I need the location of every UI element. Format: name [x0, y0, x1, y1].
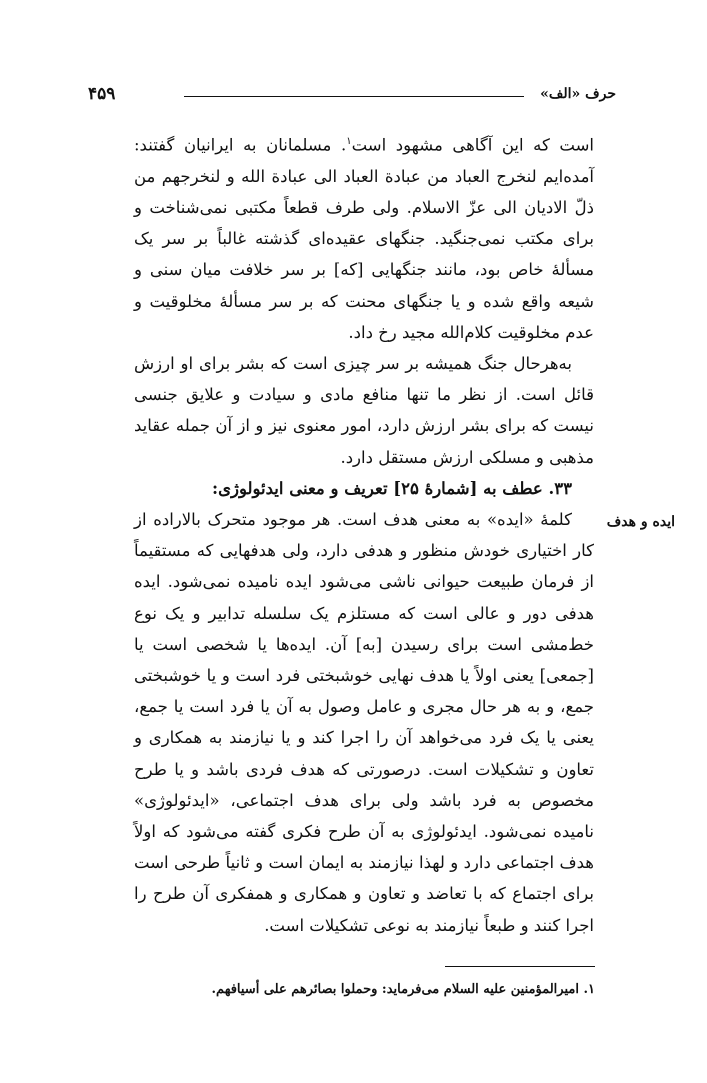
footnote-reference: ۱ [346, 136, 352, 147]
page-number: ۴۵۹ [88, 84, 116, 104]
paragraph-1-start: است که این آگاهی مشهود است [351, 135, 595, 155]
paragraph-1 [134, 126, 594, 348]
margin-note: ایده و هدف [606, 514, 675, 530]
paragraph-1-continuation: . مسلمانان به ایرانیان گفتند: آمده‌ایم لنخرج العباد من عبادة العباد الی عبادة الله و لنخرجهم من ذلّ الادیان الی عزّ الاسلام. ولی طرف قطعاً مکتبی نمی‌شناخت و برای مکتب نمی‌جنگید. جنگهای عقیده‌ای گذشته غالباً بر سر یک مسألهٔ خاص بود، مانند جنگهایی [که] بر سر خلافت میان سنی و شیعه واقع شده و یا جنگهای محنت که بر سر مسألهٔ مخلوقیت و عدم مخلوقیت کلام‌الله مجید رخ داد. [134, 135, 594, 342]
chapter-title: حرف «الف» [540, 86, 616, 102]
body-text [134, 126, 594, 941]
section-heading: ۳۳. عطف به [شمارهٔ ۲۵] تعریف و معنی ایدئولوژی: [212, 478, 572, 498]
footnote-rule [445, 966, 595, 967]
paragraph-3: کلمهٔ «ایده» به معنی هدف است. هر موجود متحرک بالاراده از کار اختیاری خودش منظور و هدفی دارد، ولی هدفهایی که مستقیماً از فرمان طبیعت حیوانی ناشی می‌شود ایده نامیده نمی‌شود. ایده هدفی دور و عالی است که مستلزم یک سلسله تدابیر و یک نوع خط‌مشی است برای رسیدن [به] آن. ایده‌ها یا شخصی است یا [جمعی] یعنی اولاً یا هدف نهایی خوشبختی فرد است و یا خوشبختی جمع، و به هر حال مجری و عامل وصول به آن یا فرد است یا جمع، یعنی یا یک فرد می‌خواهد آن را اجرا کند و یا نیازمند به همکاری و تعاون و تشکیلات است. درصورتی که هدف فردی باشد و یا طرح مخصوص به فرد باشد ولی برای هدف اجتماعی، «ایدئولوژی» نامیده نمی‌شود. ایدئولوژی به آن طرح فکری گفته می‌شود که اولاً هدف اجتماعی دارد و لهذا نیازمند به ایمان است و ثانیاً طرحی است برای اجتماع که با تعاضد و تعاون و همکاری و همفکری آن طرح را اجرا کنند و طبعاً نیازمند به نوعی تشکیلات است. [134, 509, 594, 935]
header-rule [184, 96, 524, 97]
footnote: ۱. امیرالمؤمنین علیه السلام می‌فرماید: وحملوا بصائرهم علی أسیافهم. [211, 982, 595, 997]
paragraph-2: به‌هرحال جنگ همیشه بر سر چیزی است که بشر برای او ارزش قائل است. از نظر ما تنها منافع مادی و سیادت و علایق جنسی نیست که برای بشر ارزش دارد، امور معنوی نیز و از آن جمله عقاید مذهبی و مسلکی ارزش مستقل دارد. [134, 353, 594, 467]
page-header [88, 82, 616, 110]
